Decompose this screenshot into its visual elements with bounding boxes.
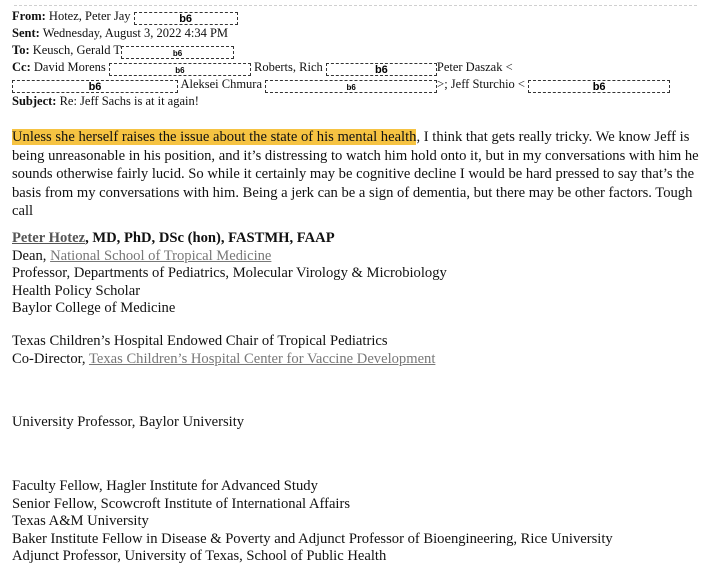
cc-name: Aleksei Chmura [180, 77, 263, 91]
cc-name: >; Jeff Sturchio < [437, 77, 525, 91]
signature-line: Texas Children’s Hospital Endowed Chair of Tropical Pediatrics [12, 333, 388, 349]
signature-line: Professor, Departments of Pediatrics, Molecular Virology & Microbiology [12, 265, 447, 281]
signature-block-university [12, 414, 702, 432]
sent-value: Wednesday, August 3, 2022 4:34 PM [42, 26, 229, 40]
signature-block-fellowships [12, 478, 702, 566]
signature-line: University Professor, Baylor University [12, 414, 245, 430]
email-header [12, 8, 702, 110]
email-body [12, 128, 702, 221]
signature-line: Senior Fellow, Scowcroft Institute of International Affairs [12, 495, 351, 512]
codirector-prefix: Co-Director, [12, 350, 89, 367]
signature-block-chair [12, 333, 702, 368]
to-line [12, 42, 702, 59]
redaction-box: b6 [528, 80, 670, 93]
signature-line: Texas A&M University [12, 513, 149, 529]
signature-line: Adjunct Professor, University of Texas, School of Public Health [12, 548, 387, 564]
sent-line [12, 25, 702, 42]
from-line [12, 8, 702, 25]
top-divider [14, 5, 697, 6]
from-label: From: [12, 9, 46, 23]
redaction-box: b6 [121, 46, 234, 59]
tropical-medicine-link[interactable]: National School of Tropical Medicine [50, 247, 272, 264]
signature-credentials: , MD, PhD, DSc (hon), FASTMH, FAAP [85, 230, 335, 246]
signature-name-link[interactable]: Peter Hotez [12, 230, 86, 246]
vaccine-center-link[interactable]: Texas Children’s Hospital Center for Vaccine Development [88, 350, 436, 367]
subject-label: Subject: [12, 94, 57, 108]
redaction-box: b6 [134, 12, 238, 25]
cc-name: David Morens [33, 60, 106, 74]
cc-label: Cc: [12, 60, 31, 74]
signature-line: Faculty Fellow, Hagler Institute for Advanced Study [12, 478, 318, 494]
redaction-box: b6 [109, 63, 251, 76]
signature-name-line [12, 230, 702, 248]
redaction-box: b6 [326, 63, 437, 76]
subject-line [12, 93, 702, 110]
cc-line-continued [12, 76, 702, 93]
dean-prefix: Dean, [12, 247, 51, 264]
highlighted-text: Unless she herself raises the issue about the state of his mental health [12, 129, 417, 145]
redaction-box: b6 [12, 80, 178, 93]
signature-line: Health Policy Scholar [12, 282, 141, 299]
signature-line: Baylor College of Medicine [12, 300, 176, 316]
body-text: , I think that gets really tricky. We know Jeff is being unreasonable in his position, and it’s distressing to watch him hold onto it, but in my conversations with him he sounds otherwise fairly lucid. So while it certainly may be cognitive decline I would be hard pressed to say that’s the basis from my conversations with him. Being a jerk can be a sign of dementia, but there may be other factors. Tough call [12, 129, 699, 219]
subject-value: Re: Jeff Sachs is at it again! [59, 94, 199, 108]
sent-label: Sent: [12, 26, 40, 40]
cc-line [12, 59, 702, 76]
cc-name: Roberts, Rich [254, 60, 323, 74]
cc-name: Peter Daszak < [436, 60, 513, 74]
from-value: Hotez, Peter Jay [48, 9, 131, 23]
signature-block [12, 230, 702, 318]
signature-dean-line [12, 248, 702, 266]
signature-line: Baker Institute Fellow in Disease & Poverty and Adjunct Professor of Bioengineering, Rice University [12, 530, 613, 547]
signature-codirector-line [12, 351, 702, 369]
to-value: Keusch, Gerald T [32, 43, 122, 57]
redaction-box: b6 [265, 80, 437, 93]
to-label: To: [12, 43, 30, 57]
